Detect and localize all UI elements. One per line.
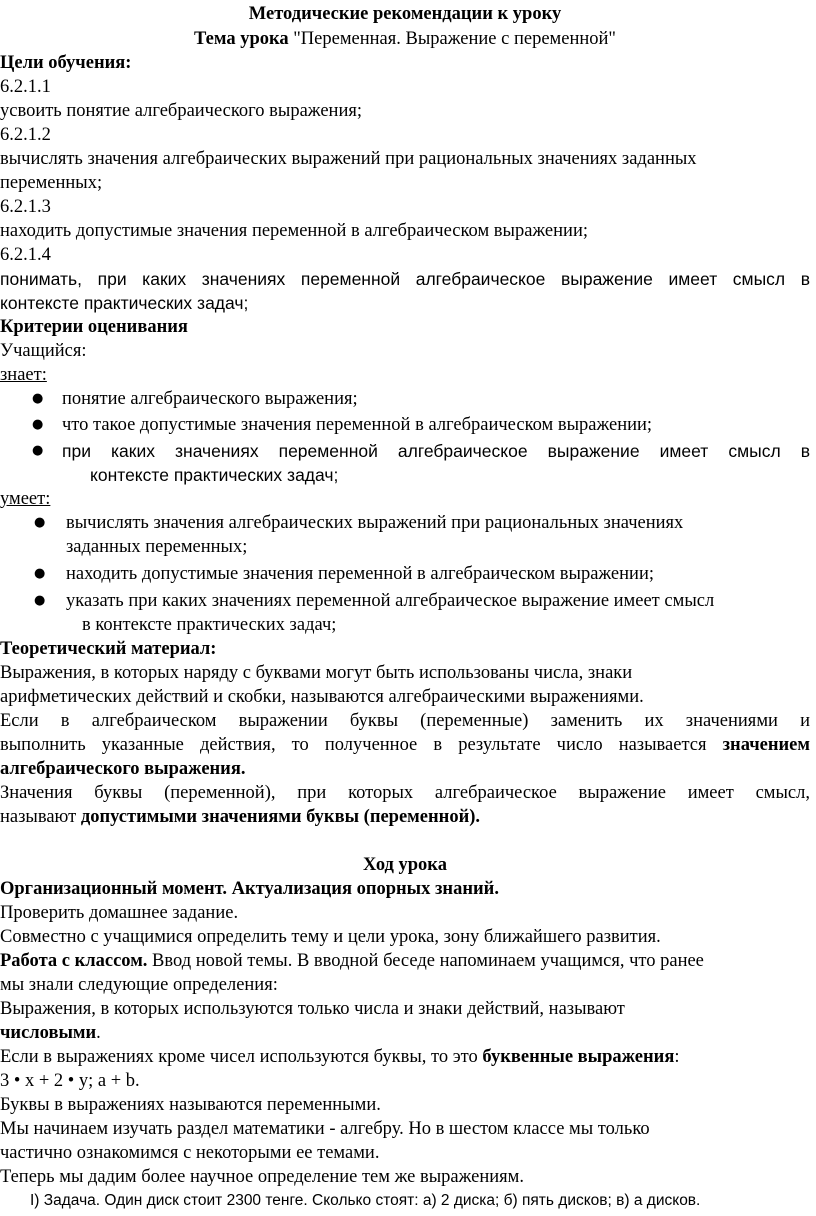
topic-label: Тема урока xyxy=(194,29,289,49)
goal-code: 6.2.1.1 xyxy=(0,77,51,97)
lesson-text xyxy=(0,1021,810,1045)
lesson-text: Мы начинаем изучать раздел математики - алгебру. Но в шестом классе мы только xyxy=(0,1119,650,1139)
goals-heading: Цели обучения: xyxy=(0,53,132,73)
theory-term: допустимыми значениями буквы (переменной). xyxy=(80,807,481,827)
topic-value: "Переменная. Выражение с переменной" xyxy=(288,29,616,49)
bullet-icon: ● xyxy=(32,417,44,432)
theory-text xyxy=(0,805,810,829)
theory-term: алгебраического выражения. xyxy=(0,759,246,779)
goal-text: понимать, при каких значениях переменной алгебраическое выражение имеет смысл в xyxy=(0,269,810,289)
class-work-label: Работа с классом. xyxy=(0,951,148,971)
theory-text: арифметических действий и скобки, называются алгебраическими выражениями. xyxy=(0,687,644,707)
goal-code: 6.2.1.3 xyxy=(0,197,51,217)
lesson-text: частично ознакомимся с некоторыми ее темами. xyxy=(0,1143,380,1163)
can-item: указать при каких значениях переменной алгебраическое выражение имеет смысл xyxy=(66,591,715,611)
letter-term: буквенные выражения xyxy=(482,1047,675,1067)
knows-item: при каких значениях переменной алгебраическое выражение имеет смысл в xyxy=(62,441,810,461)
criteria-heading: Критерии оценивания xyxy=(0,317,188,337)
knows-label: знает: xyxy=(0,365,47,385)
can-item: находить допустимые значения переменной в алгебраическом выражении; xyxy=(66,564,654,584)
lesson-text: Совместно с учащимися определить тему и цели урока, зону ближайшего развития. xyxy=(0,927,661,947)
can-item: вычислять значения алгебраических выражений при рациональных значениях xyxy=(66,513,684,533)
bullet-icon: ● xyxy=(34,566,46,581)
bullet-icon: ● xyxy=(32,443,44,458)
theory-text xyxy=(0,733,810,757)
theory-term: значением xyxy=(722,735,810,755)
goal-code: 6.2.1.4 xyxy=(0,245,51,265)
page-title: Методические рекомендации к уроку xyxy=(248,4,562,24)
theory-text-part: называют xyxy=(0,807,81,827)
goal-text: усвоить понятие алгебраического выражения; xyxy=(0,101,362,121)
org-heading: Организационный момент. Актуализация опорных знаний. xyxy=(0,879,499,899)
can-label: умеет: xyxy=(0,489,51,509)
lesson-text-part: Если в выражениях кроме чисел используются буквы, то это xyxy=(0,1047,483,1067)
knows-item: контексте практических задач; xyxy=(90,465,339,485)
theory-text: Значения буквы (переменной), при которых алгебраическое выражение имеет смысл, xyxy=(0,783,810,803)
lesson-text: Выражения, в которых используются только числа и знаки действий, называют xyxy=(0,999,625,1019)
lesson-text: Буквы в выражениях называются переменными. xyxy=(0,1095,381,1115)
theory-text: Выражения, в которых наряду с буквами могут быть использованы числа, знаки xyxy=(0,663,633,683)
bullet-icon: ● xyxy=(32,391,44,406)
lesson-text-part: : xyxy=(674,1047,680,1067)
lesson-heading: Ход урока xyxy=(363,855,447,875)
lesson-text: Проверить домашнее задание. xyxy=(0,903,239,923)
bullet-icon: ● xyxy=(34,515,46,530)
lesson-text: Теперь мы дадим более научное определение тем же выражениям. xyxy=(0,1167,524,1187)
lesson-text: мы знали следующие определения: xyxy=(0,975,278,995)
goal-text: переменных; xyxy=(0,173,103,193)
lesson-text xyxy=(0,1045,810,1069)
theory-text: Если в алгебраическом выражении буквы (переменные) заменить их значениями и xyxy=(0,711,810,731)
student-label: Учащийся: xyxy=(0,341,87,361)
goal-text: находить допустимые значения переменной в алгебраическом выражении; xyxy=(0,221,588,241)
example-expression: 3 • x + 2 • y; a + b. xyxy=(0,1071,140,1091)
numeric-term: числовыми xyxy=(0,1023,97,1043)
knows-item: понятие алгебраического выражения; xyxy=(62,389,358,409)
lesson-text-part: Ввод новой темы. В вводной беседе напоминаем учащимся, что ранее xyxy=(147,951,704,971)
can-item: заданных переменных; xyxy=(66,537,248,557)
theory-text-part: выполнить указанные действия, то полученное в результате число называется xyxy=(0,735,723,755)
knows-item: что такое допустимые значения переменной в алгебраическом выражении; xyxy=(62,415,653,435)
task-text: I) Задача. Один диск стоит 2300 тенге. Сколько стоят: а) 2 диска; б) пять дисков; в) а дисков. xyxy=(30,1192,701,1209)
goal-text: контексте практических задач; xyxy=(0,293,249,313)
can-item: в контексте практических задач; xyxy=(82,615,337,635)
theory-heading: Теоретический материал: xyxy=(0,639,217,659)
goal-text: вычислять значения алгебраических выражений при рациональных значениях заданных xyxy=(0,149,697,169)
goal-code: 6.2.1.2 xyxy=(0,125,51,145)
lesson-topic xyxy=(0,27,810,51)
bullet-icon: ● xyxy=(34,593,46,608)
lesson-text-part: . xyxy=(96,1023,101,1043)
lesson-text xyxy=(0,949,810,973)
